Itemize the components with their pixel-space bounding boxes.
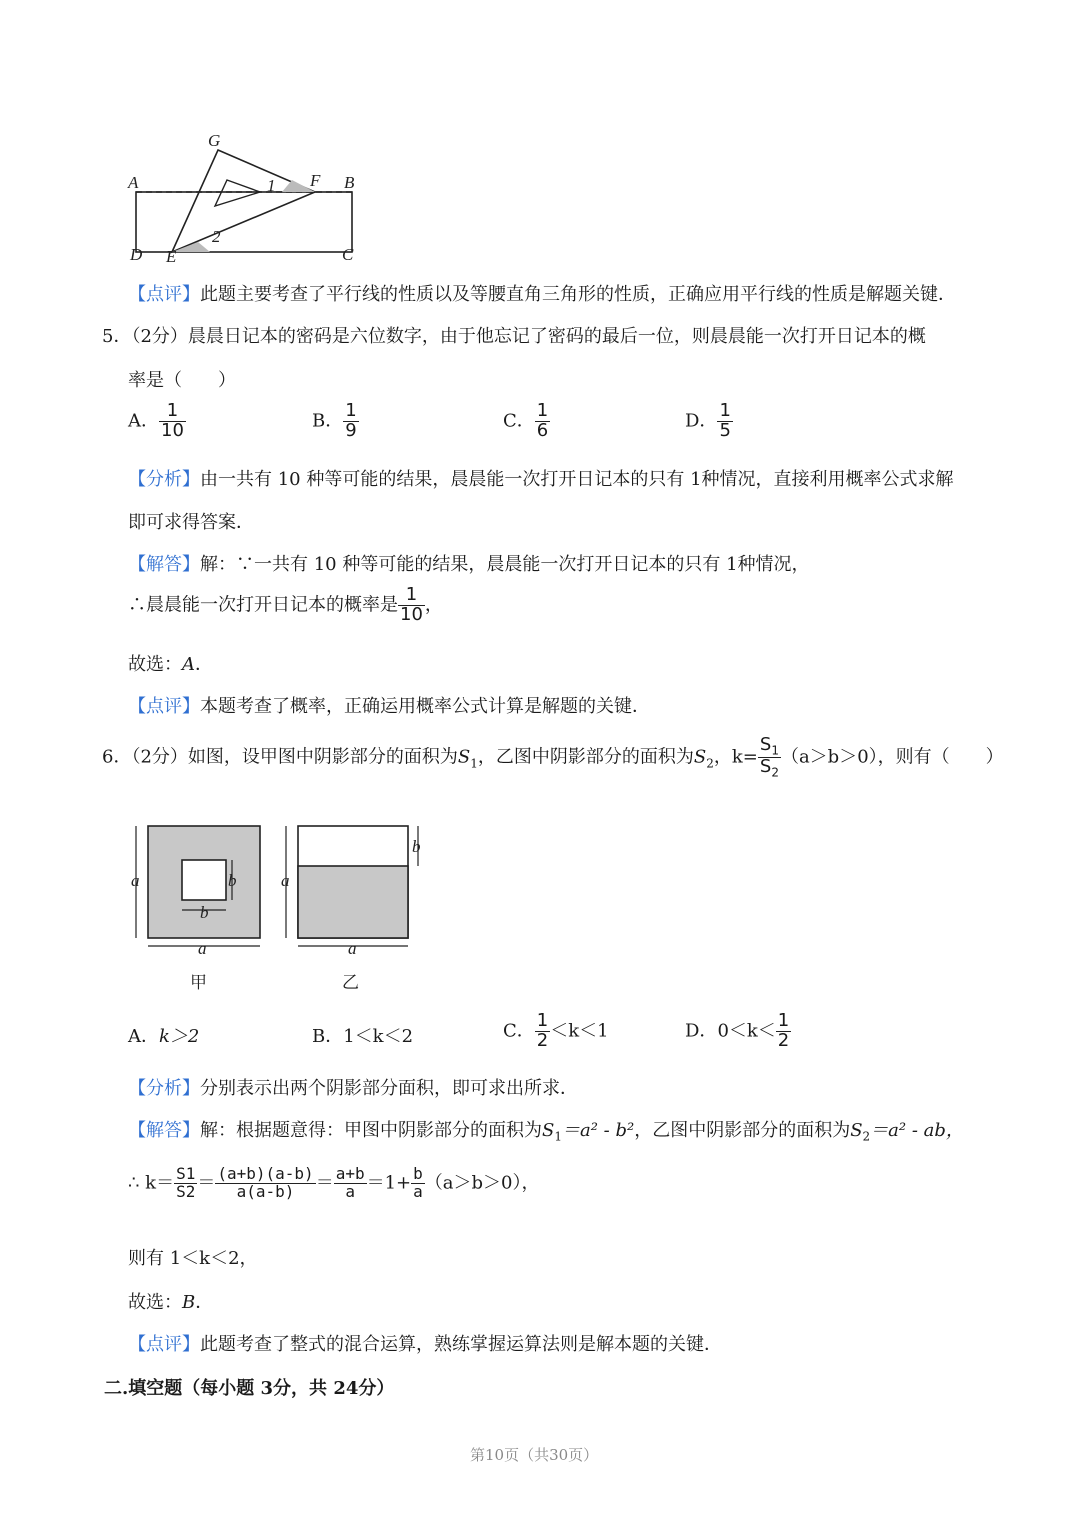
q5-stem-line2: 率是（ ） [128,370,236,391]
label-D: D [130,245,143,264]
label-E: E [166,247,177,266]
q6-stem: 6．（2分）如图，设甲图中阴影部分的面积为$S_1$，乙图中阴影部分的面积为$S_2$，k= $\frac{S_1}{S_2}$ （a＞b＞0），则有（ ） [102,734,1004,780]
section-2-title: 二.填空题（每小题 3分，共 24分） [104,1378,395,1399]
analysis-tag: 【分析】 [128,1078,200,1099]
analysis-tag: 【分析】 [128,469,200,490]
figure-q4-triangle-rectangle [120,128,370,266]
label-b-vertical: b [228,871,237,890]
q6-comment: 【点评】此题考查了整式的混合运算，熟练掌握运算法则是解本题的关键． [128,1334,722,1355]
label-A: A [128,173,139,192]
q6-option-a[interactable]: A．k＞2 [128,1026,200,1047]
q5-option-a[interactable] [128,402,186,441]
option-fraction: $\frac{1}{2}$ [536,1010,549,1051]
fraction-b-a: $\frac{b}{a}$ [413,1164,423,1201]
option-fraction: $\frac{1}{9}$ [345,400,357,441]
label-b-vertical: b [412,837,421,856]
fraction-simplified: $\frac{a+b}{a}$ [335,1164,365,1201]
option-fraction: $\frac{1}{2}$ [777,1010,790,1051]
fraction-expanded: $\frac{(a+b)(a-b)}{a(a-b)}$ [217,1164,314,1201]
comment-tag: 【点评】 [128,1334,200,1355]
answer-tag: 【解答】 [128,554,200,575]
figure-q6-jia [128,818,278,998]
label-C: C [342,245,354,264]
label-B: B [344,173,355,192]
caption-jia: 甲 [190,973,207,993]
label-a-horizontal: a [348,939,357,958]
label-G: G [208,131,221,150]
label-F: F [310,171,321,190]
q6-option-d[interactable]: D．0＜k＜ $\frac{1}{2}$ [685,1010,790,1051]
comment-text: 此题主要考查了平行线的性质以及等腰直角三角形的性质，正确应用平行线的性质是解题关键． [200,284,956,305]
page-footer: 第10页（共30页） [470,1446,599,1464]
k-fraction: $\frac{S_1}{S_2}$ [759,734,779,780]
q5-analysis-line1: 【分析】由一共有 10 种等可能的结果，晨晨能一次打开日记本的只有 1种情况，直接利用概率公式求解 [128,469,954,490]
q5-answer-line1: 【解答】解：∵一共有 10 种等可能的结果，晨晨能一次打开日记本的只有 1种情况， [128,554,810,575]
label-2: 2 [212,227,221,246]
q5-comment: 【点评】本题考查了概率，正确运用概率公式计算是解题的关键． [128,696,650,717]
caption-yi: 乙 [342,973,359,993]
q5-analysis-line2: 即可求得答案． [128,512,254,533]
q5-choice: 故选：A． [128,654,213,675]
q6-choice: 故选：B． [128,1292,214,1313]
option-label: D． [685,410,718,432]
q6-option-b[interactable]: B．1＜k＜2 [312,1026,414,1047]
q6-result: 则有 1＜k＜2， [128,1248,258,1269]
comment-q4 [128,280,956,306]
fraction-s1-s2: $\frac{S1}{S2}$ [176,1164,196,1201]
q5-option-c[interactable] [503,402,550,441]
q6-analysis: 【分析】分别表示出两个阴影部分面积，即可求出所求． [128,1078,578,1099]
q5-option-b[interactable] [312,402,359,441]
comment-tag: 【点评】 [128,696,200,717]
option-label: A． [128,410,159,432]
label-a-vertical: a [281,871,290,890]
label-b-horizontal: b [200,903,209,922]
q6-derivation: ∴ k＝ $\frac{S1}{S2}$ ＝ $\frac{(a+b)(a-b)}{a(a-b)}$ ＝ $\frac{a+b}{a}$ ＝1+ $\frac{b}{a}$ （a＞b＞0）， [128,1164,540,1201]
option-fraction: $\frac{1}{10}$ [161,400,184,441]
label-a-horizontal: a [198,939,207,958]
q5-stem-line1: 5．（2分）晨晨日记本的密码是六位数字，由于他忘记了密码的最后一位，则晨晨能一次打开日记本的概 [102,326,926,347]
option-label: B． [312,410,344,432]
q6-option-c[interactable]: C． $\frac{1}{2}$ ＜k＜1 [503,1010,609,1051]
option-fraction: $\frac{1}{6}$ [536,400,549,441]
label-1: 1 [267,176,276,195]
q6-answer-line1: 【解答】解：根据题意得：甲图中阴影部分的面积为$S_1=a^2 - b^2$，乙图中阴影部分的面积为$S_2=a^2$ - ab， [128,1120,964,1144]
q5-option-d[interactable] [685,402,733,441]
label-a-vertical: a [131,871,140,890]
figure-q6-yi [278,818,438,998]
q5-answer-line2: ∴晨晨能一次打开日记本的概率是 $\frac{1}{10}$ ， [128,584,443,625]
answer-fraction: $\frac{1}{10}$ [400,584,423,625]
option-label: C． [503,410,535,432]
option-fraction: $\frac{1}{5}$ [719,400,731,441]
answer-tag: 【解答】 [128,1120,200,1141]
comment-tag: 【点评】 [128,284,200,305]
